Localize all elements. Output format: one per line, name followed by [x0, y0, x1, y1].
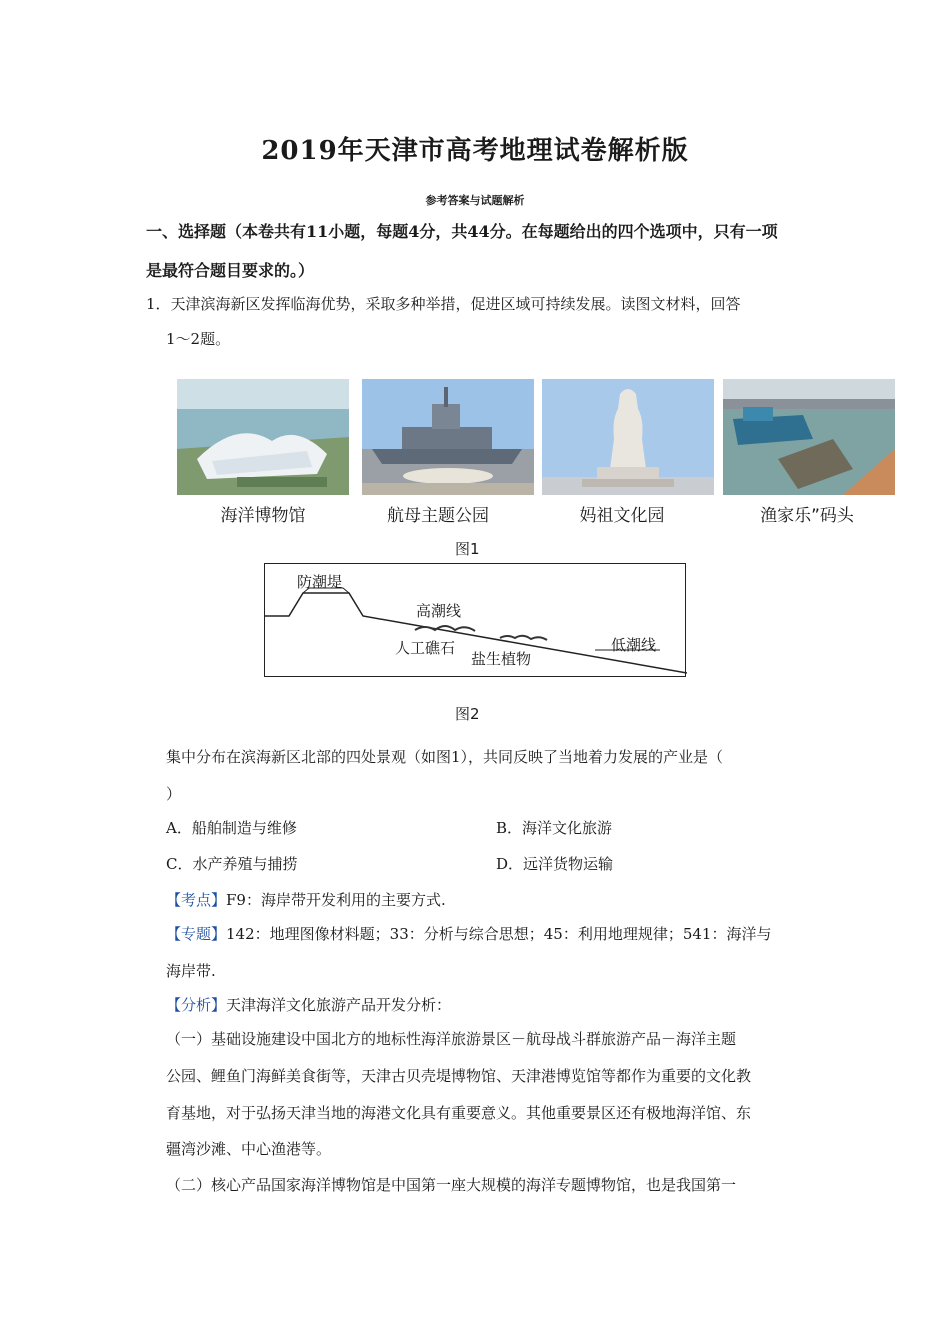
zhuanti-text1: 142：地理图像材料题；33：分析与综合思想；45：利用地理规律；541：海洋与 — [226, 925, 772, 943]
photo-mazu-park — [542, 379, 714, 495]
label-dike: 防潮堤 — [297, 573, 343, 591]
section-heading-line2: 是最符合题目要求的。） — [146, 261, 315, 280]
analysis-p1-line1: （一）基础设施建设中国北方的地标性海洋旅游景区－航母战斗群旅游产品－海洋主题 — [166, 1030, 737, 1048]
caption-mazu-park: 妈祖文化园 — [579, 506, 665, 526]
photo-ocean-museum — [177, 379, 349, 495]
fenxi-line — [166, 995, 451, 1015]
option-d: D．远洋货物运输 — [496, 855, 614, 873]
question1-intro-line1: 1．天津滨海新区发挥临海优势，采取多种举措，促进区域可持续发展。读图文材料，回答 — [146, 295, 741, 313]
kaodian-text: F9：海岸带开发利用的主要方式. — [226, 891, 446, 909]
caption-ocean-museum: 海洋博物馆 — [220, 506, 306, 526]
label-salt-plants: 盐生植物 — [471, 650, 532, 668]
page-title: 2019年天津市高考地理试卷解析版 — [261, 136, 689, 166]
figure2-label: 图2 — [455, 705, 480, 723]
analysis-p1-line4: 疆湾沙滩、中心渔港等。 — [166, 1140, 332, 1158]
question1-intro-line2: 1～2题。 — [166, 330, 231, 348]
question-stem-line2: ） — [166, 785, 182, 803]
section-heading-line1: 一、选择题（本卷共有11小题，每题4分，共44分。在每题给出的四个选项中，只有一项 — [146, 222, 778, 241]
kaodian-tag: 【考点】 — [166, 891, 227, 909]
zhuanti-line2: 海岸带. — [166, 962, 216, 980]
caption-carrier-park: 航母主题公园 — [387, 506, 489, 526]
figure2-coastal-profile — [264, 563, 686, 677]
label-low-tide: 低潮线 — [611, 636, 657, 654]
zhuanti-tag: 【专题】 — [166, 925, 227, 943]
fenxi-text: 天津海洋文化旅游产品开发分析： — [226, 996, 452, 1014]
page-subtitle: 参考答案与试题解析 — [425, 194, 525, 207]
kaodian-line — [166, 890, 446, 910]
question-stem-line1: 集中分布在滨海新区北部的四处景观（如图1），共同反映了当地着力发展的产业是（ — [166, 748, 724, 766]
analysis-p2-line1: （二）核心产品国家海洋博物馆是中国第一座大规模的海洋专题博物馆，也是我国第一 — [166, 1176, 737, 1194]
analysis-p1-line3: 育基地，对于弘扬天津当地的海港文化具有重要意义。其他重要景区还有极地海洋馆、东 — [166, 1104, 752, 1122]
label-high-tide: 高潮线 — [416, 602, 462, 620]
zhuanti-line1 — [166, 924, 771, 944]
figure1-label: 图1 — [455, 540, 480, 558]
option-a: A．船舶制造与维修 — [166, 819, 297, 837]
photo-carrier-park — [362, 379, 534, 495]
option-c: C．水产养殖与捕捞 — [166, 855, 298, 873]
fenxi-tag: 【分析】 — [166, 996, 227, 1014]
option-b: B．海洋文化旅游 — [496, 819, 613, 837]
analysis-p1-line2: 公园、鲤鱼门海鲜美食街等，天津古贝壳堤博物馆、天津港博览馆等都作为重要的文化教 — [166, 1067, 752, 1085]
label-artificial-reef: 人工礁石 — [395, 639, 456, 657]
photo-fishing-pier — [723, 379, 895, 495]
caption-fishing-pier: 渔家乐”码头 — [760, 506, 854, 526]
